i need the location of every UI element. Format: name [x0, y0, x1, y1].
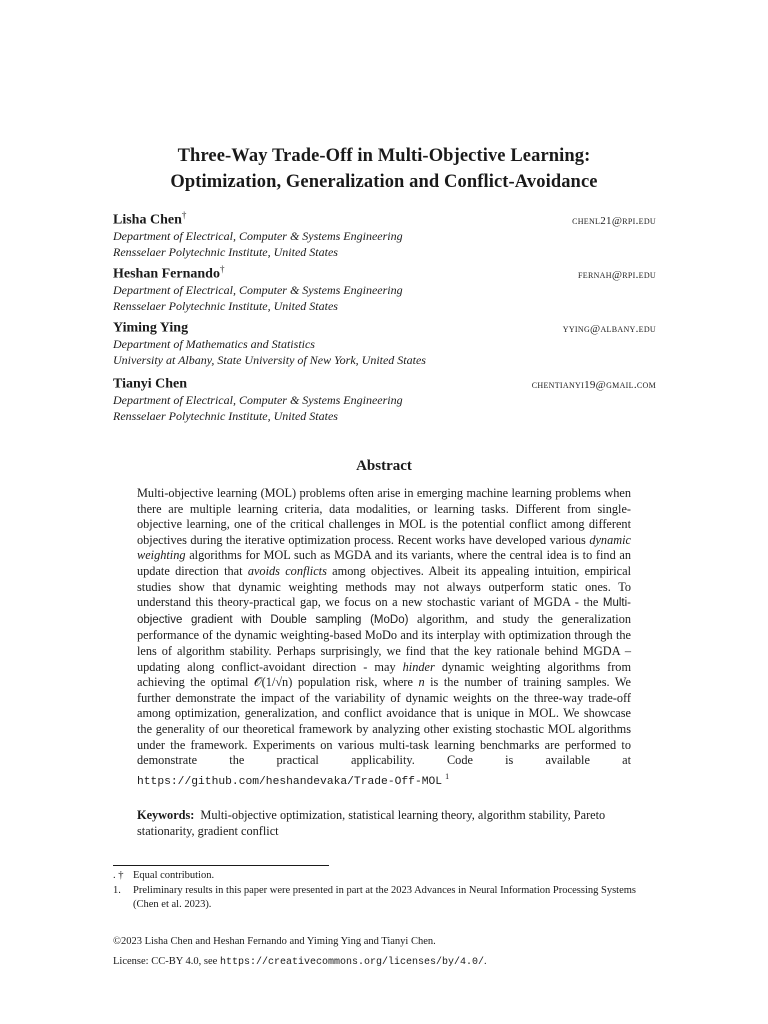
footnotes [113, 869, 658, 913]
author-institution: Rensselaer Polytechnic Institute, United States [113, 245, 338, 259]
author-name: Tianyi Chen [113, 376, 188, 392]
license-notice: License: CC-BY 4.0, see https://creativecommons.org/licenses/by/4.0/. [113, 956, 487, 968]
footnote-divider [113, 865, 329, 866]
author-name: Heshan Fernando† [113, 264, 225, 282]
keywords [137, 808, 631, 839]
author-name: Yiming Ying [113, 320, 189, 336]
code-link[interactable]: https://github.com/heshandevaka/Trade-Off-MOL [137, 775, 443, 788]
author-email[interactable]: yying@albany.edu [562, 322, 656, 335]
author-institution: University at Albany, State University of New York, United States [113, 353, 426, 367]
keywords-text: Multi-objective optimization, statistical learning theory, algorithm stability, Pareto stationarity, gradient conflict [137, 808, 606, 838]
author-institution: Rensselaer Polytechnic Institute, United States [113, 299, 338, 313]
paper-title [0, 143, 768, 195]
copyright-notice: ©2023 Lisha Chen and Heshan Fernando and Yiming Ying and Tianyi Chen. [113, 936, 436, 947]
footnote: . † Equal contribution. [113, 870, 215, 881]
author-email[interactable]: chentianyi19@gmail.com [531, 378, 656, 391]
author-department: Department of Electrical, Computer & Systems Engineering [113, 393, 403, 407]
author-name: Lisha Chen† [113, 210, 187, 228]
title-line-2: Optimization, Generalization and Conflict-Avoidance [170, 172, 598, 192]
author-department: Department of Mathematics and Statistics [113, 337, 315, 351]
author-block [113, 374, 656, 424]
author-department: Department of Electrical, Computer & Systems Engineering [113, 283, 403, 297]
author-block [113, 210, 656, 260]
author-email[interactable]: chenl21@rpi.edu [572, 214, 656, 227]
abstract-heading: Abstract [356, 458, 412, 474]
keywords-label: Keywords: [137, 808, 195, 822]
author-email[interactable]: fernah@rpi.edu [578, 268, 656, 281]
author-department: Department of Electrical, Computer & Systems Engineering [113, 229, 403, 243]
footnote: 1. Preliminary results in this paper were presented in part at the 2023 Advances in Neural Information Processing Systems (Chen et al. 2023). [113, 884, 637, 910]
author-block [113, 318, 656, 368]
license-link[interactable]: https://creativecommons.org/licenses/by/4.0/ [219, 957, 484, 968]
footnote-ref[interactable]: 1 [445, 771, 450, 781]
author-institution: Rensselaer Polytechnic Institute, United States [113, 409, 338, 423]
title-line-1: Three-Way Trade-Off in Multi-Objective Learning: [177, 146, 591, 166]
author-block [113, 264, 656, 314]
abstract-body: Multi-objective learning (MOL) problems often arise in emerging machine learning problems when there are multiple learning criteria, data modalities, or learning tasks. Different from single-objective learning, one of the critical challenges in MOL is the potential conflict among different objectives during the iterative optimization process. Recent works have developed various dynamic weighting algorithms for MOL such as MGDA and its variants, where the central idea is to find an update direction that avoids conflicts among objectives. Albeit its appealing intuition, empirical studies show that dynamic weighting methods may not always outperform static ones. To understand this theory-practical gap, we focus on a new stochastic variant of MGDA - the Multi-objective gradient with Double sampling (MoDo) algorithm, and study the generalization performance of the dynamic weighting-based MoDo and its interplay with optimization through the lens of algorithm stability. Perhaps surprisingly, we find that the key rationale behind MGDA – updating along conflict-avoidant direction - may hinder dynamic weighting algorithms from achieving the optimal 𝒪(1/√n) population risk, where n is the number of training samples. We further demonstrate the impact of the variability of dynamic weights on the three-way trade-off among optimization, generalization, and conflict avoidance that is unique in MOL. We showcase the generality of our theoretical framework by analyzing other existing stochastic MOL algorithms under the framework. Experiments on various multi-task learning benchmarks are performed to demonstrate the practical applicability. Code is available at https://github.com/heshandevaka/Trade-Off-MOL $^1$ [137, 486, 632, 788]
